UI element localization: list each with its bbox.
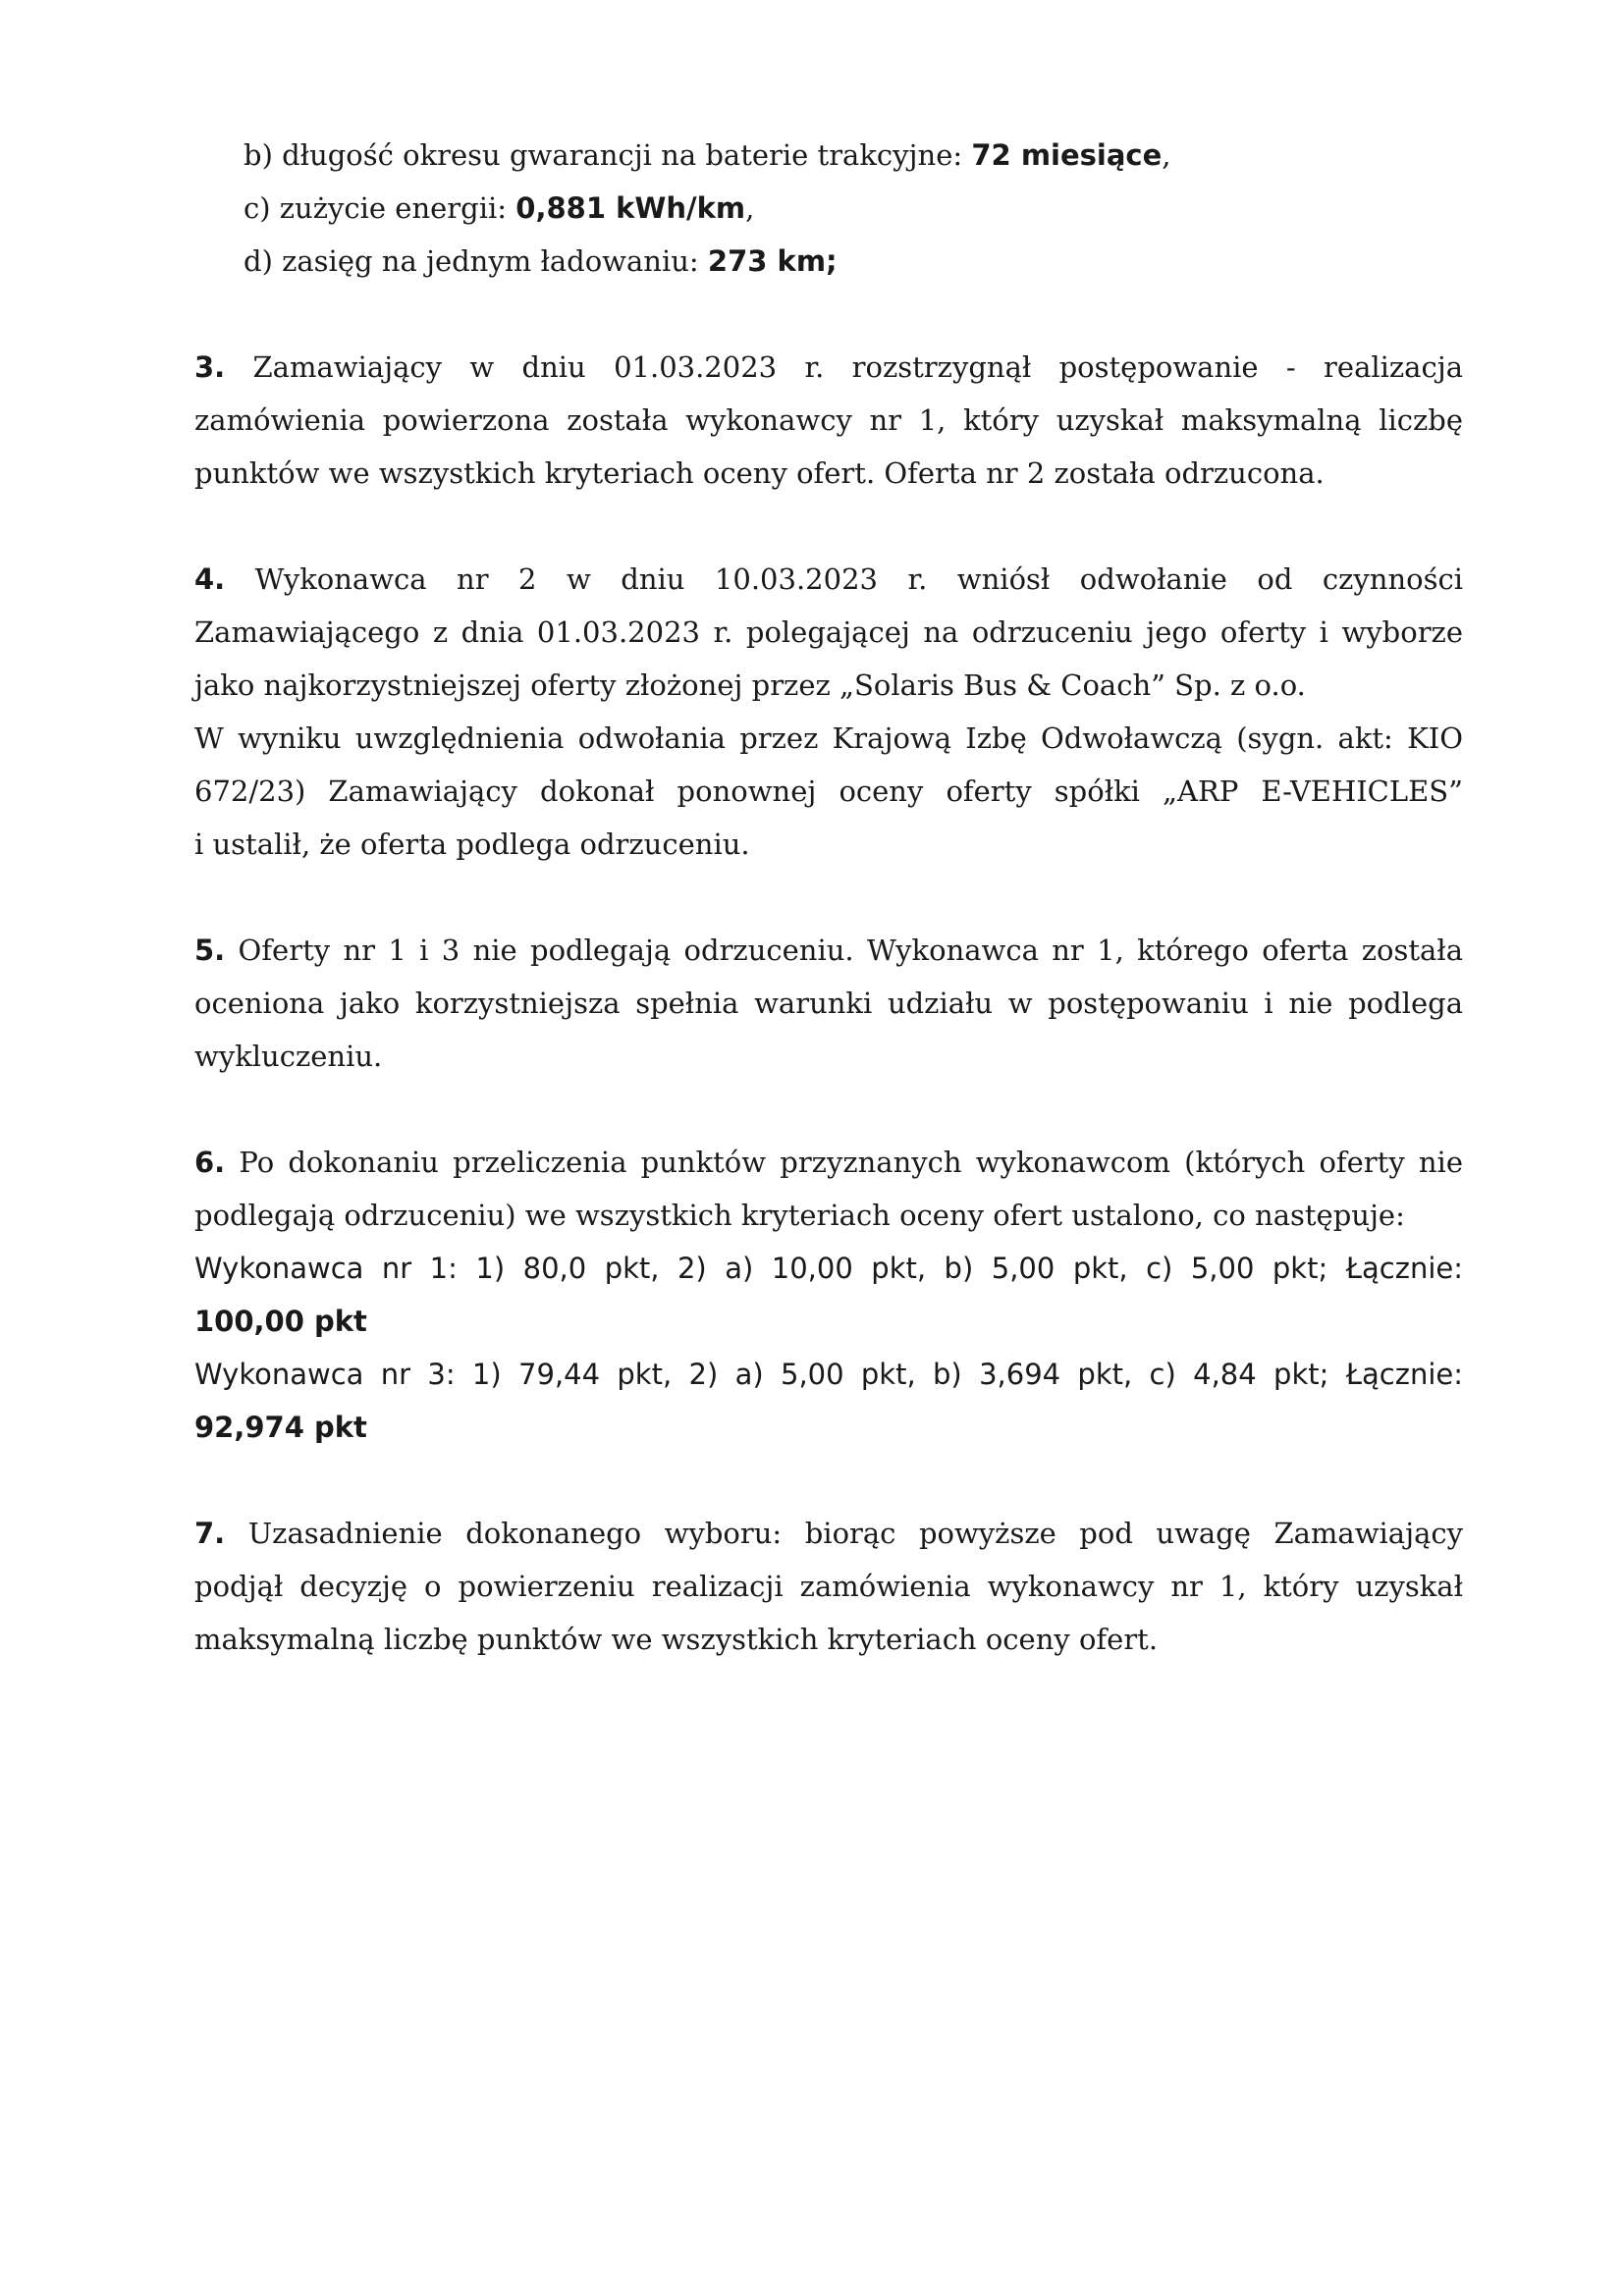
section-number: 3. bbox=[194, 350, 226, 384]
section-number: 5. bbox=[194, 934, 226, 967]
contractor-3-total: 92,974 pkt bbox=[194, 1411, 367, 1444]
paragraph-line: 3. Zamawiający w dniu 01.03.2023 r. rozstrzygnął postępowanie - realizacja bbox=[194, 350, 1463, 384]
paragraph-line: oceniona jako korzystniejsza spełnia warunki udziału w postępowaniu i nie podlega bbox=[194, 987, 1463, 1020]
paragraph-line: i ustalił, że oferta podlega odrzuceniu. bbox=[194, 828, 750, 861]
list-item-c: c) zużycie energii: 0,881 kWh/km, bbox=[244, 191, 755, 225]
spacer bbox=[194, 871, 1463, 924]
section-number: 7. bbox=[194, 1517, 226, 1550]
section-number: 6. bbox=[194, 1146, 226, 1179]
spacer bbox=[194, 1454, 1463, 1507]
paragraph-line: 6. Po dokonaniu przeliczenia punktów przyznanych wykonawcom (których oferty nie bbox=[194, 1146, 1463, 1179]
paragraph-line: zamówienia powierzona została wykonawcy nr 1, który uzyskał maksymalną liczbę bbox=[194, 403, 1463, 437]
paragraph-line: podlegają odrzuceniu) we wszystkich kryteriach oceny ofert ustalono, co następuje: bbox=[194, 1199, 1405, 1232]
paragraph-line: jako najkorzystniejszej oferty złożonej przez „Solaris Bus & Coach” Sp. z o.o. bbox=[194, 668, 1306, 702]
warranty-value: 72 miesiące bbox=[971, 138, 1163, 172]
list-item-b: b) długość okresu gwarancji na baterie trakcyjne: 72 miesiące, bbox=[244, 138, 1171, 172]
document-body bbox=[194, 129, 1463, 1666]
criteria-list bbox=[244, 129, 1463, 288]
section-6 bbox=[194, 1136, 1463, 1454]
paragraph-line: 5. Oferty nr 1 i 3 nie podlegają odrzuceniu. Wykonawca nr 1, którego oferta została bbox=[194, 934, 1463, 967]
paragraph-line: Zamawiającego z dnia 01.03.2023 r. polegającej na odrzuceniu jego oferty i wyborze bbox=[194, 615, 1463, 649]
paragraph-line: 7. Uzasadnienie dokonanego wyboru: biorąc powyższe pod uwagę Zamawiający bbox=[194, 1517, 1463, 1550]
paragraph-line: W wyniku uwzględnienia odwołania przez Krajową Izbę Odwoławczą (sygn. akt: KIO bbox=[194, 721, 1463, 755]
contractor-3-scores: Wykonawca nr 3: 1) 79,44 pkt, 2) a) 5,00 pkt, b) 3,694 pkt, c) 4,84 pkt; Łącznie: bbox=[194, 1358, 1463, 1391]
paragraph-line: podjął decyzję o powierzeniu realizacji zamówienia wykonawcy nr 1, który uzyskał bbox=[194, 1570, 1463, 1603]
section-5 bbox=[194, 924, 1463, 1083]
spacer bbox=[194, 500, 1463, 553]
paragraph-line: wykluczeniu. bbox=[194, 1040, 383, 1073]
paragraph-line: 4. Wykonawca nr 2 w dniu 10.03.2023 r. wniósł odwołanie od czynności bbox=[194, 562, 1463, 596]
contractor-1-total: 100,00 pkt bbox=[194, 1305, 367, 1338]
range-value: 273 km; bbox=[707, 244, 838, 278]
section-7 bbox=[194, 1507, 1463, 1666]
section-3 bbox=[194, 341, 1463, 500]
paragraph-line: maksymalną liczbę punktów we wszystkich kryteriach oceny ofert. bbox=[194, 1623, 1159, 1656]
spacer bbox=[194, 288, 1463, 341]
section-4 bbox=[194, 553, 1463, 871]
spacer bbox=[194, 1083, 1463, 1136]
contractor-1-scores: Wykonawca nr 1: 1) 80,0 pkt, 2) a) 10,00 pkt, b) 5,00 pkt, c) 5,00 pkt; Łącznie: bbox=[194, 1252, 1463, 1285]
list-item-d: d) zasięg na jednym ładowaniu: 273 km; bbox=[244, 244, 838, 278]
paragraph-line: 672/23) Zamawiający dokonał ponownej oceny oferty spółki „ARP E-VEHICLES” bbox=[194, 774, 1463, 808]
section-number: 4. bbox=[194, 562, 226, 596]
energy-value: 0,881 kWh/km bbox=[515, 191, 746, 225]
paragraph-line: punktów we wszystkich kryteriach oceny ofert. Oferta nr 2 została odrzucona. bbox=[194, 456, 1325, 490]
